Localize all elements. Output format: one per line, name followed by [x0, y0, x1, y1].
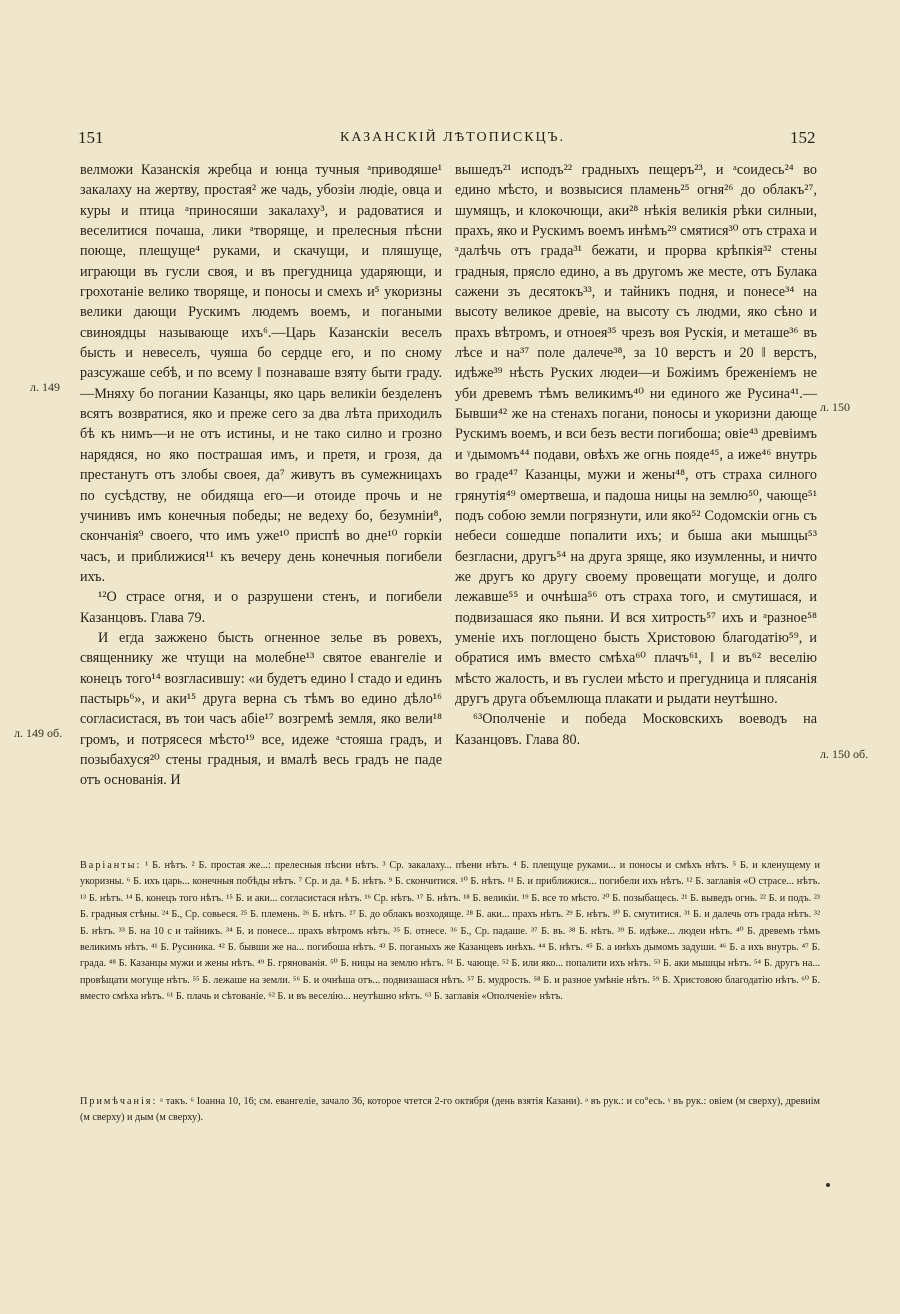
left-paragraph-1: велможи Казанскія жребца и юнца тучныя ᵃприводяше¹ закалаху на жертву, простая² же чадь, убозіи людіе, овца и куры и птица ᵃприносяши закалаху³, и радоватися и веселитися почаша, лики ᵃтворяще, и прелесныя пѣсни поюще, плещуще⁴ руками, и скачущи, и пляшуще, играющи въ гусли своя, и въ прегудница ударяющи, и грохотаніе велико творяще, и поносы и смехъ и⁵ укоризны велики дающи Рускимъ людемъ воемъ, и погаными свиноядцы называюще ихъ⁶.—Царь Казанскіи веселъ бысть и невеселъ, чуяша бо сердце его, и по сному разсужаше себѣ, и по всему ‖ познаваше взяту быти граду.—Мняху бо погании Казанцы, яко царь великіи безделенъ всятъ возвратися, яко и преже сего за два лѣта приходилъ бѣ къ нимъ—и не отъ истины, и не тако силно и грозно нарядяся, но яко пострашая имъ, и претя, и грозя, да престанутъ отъ злобы своея, да⁷ живутъ въ сумежницахъ по сусѣдству, не обидяща его—и отоиде прочь и не учинивъ имъ конечныя победы; не ведеху бо, безумніи⁸, скончанія⁹ своего, что имъ уже¹⁰ приспѣ во дне¹⁰ горкіи часъ, и приближися¹¹ къ вечеру день конечныя погибели ихъ.: [80, 162, 442, 585]
variants-text: ¹ Б. нѣтъ. ² Б. простая же...: прелесныя пѣсни нѣтъ. ³ Ср. закалаху... пѣени нѣтъ. ⁴ Б. плещуще руками... и поносы и смѣхъ нѣтъ. ⁵ Б. и кленущему и укоризны. ⁶ Б. ихъ царь... конечныя побѣды нѣтъ. ⁷ Ср. и да. ⁸ Б. нѣтъ. ⁹ Б. скончитися. ¹⁰ Б. нѣтъ. ¹¹ Б. и приближися... погибели ихъ нѣтъ. ¹² Б. заглавія «О страсе... нѣтъ. ¹³ Б. нѣтъ. ¹⁴ Б. конецъ того нѣтъ. ¹⁵ Б. и аки... согласистася нѣтъ. ¹⁶ Ср. нѣтъ. ¹⁷ Б. нѣтъ. ¹⁸ Б. великіи. ¹⁹ Б. все то мѣсто. ²⁰ Б. позыбащесь. ²¹ Б. выведъ огнь. ²² Б. и подъ. ²³ Б. градныя стѣны. ²⁴ Б., Ср. совьеся. ²⁵ Б. племень. ²⁶ Б. нѣтъ. ²⁷ Б. до облакъ возходяще. ²⁸ Б. аки... прахъ нѣтъ. ²⁹ Б. нѣтъ. ³⁰ Б. смутитися. ³¹ Б. и далечь отъ града нѣтъ. ³² Б. нѣтъ. ³³ Б. на 10 с и тайникъ. ³⁴ Б. и понесе... прахъ вѣтромъ нѣтъ. ³⁵ Б. отнесе. ³⁶ Б., Ср. падаше. ³⁷ Б. въ. ³⁸ Б. нѣтъ. ³⁹ Б. идѣже... людеи нѣтъ. ⁴⁰ Б. древемъ тѣмъ великимъ нѣтъ. ⁴¹ Б. Русиника. ⁴² Б. бывши же на... погибоша нѣтъ. ⁴³ Б. поганыхъ же Казанцевъ инѣхъ. ⁴⁴ Б. нѣтъ. ⁴⁵ Б. а инѣхъ дымомъ задуши. ⁴⁶ Б. а ихъ внутрь. ⁴⁷ Б. града. ⁴⁸ Б. Казанцы мужи и жены нѣтъ. ⁴⁹ Б. грянованія. ⁵⁰ Б. ницы на землю нѣтъ. ⁵¹ Б. чающе. ⁵² Б. или яко... попалити ихъ нѣтъ. ⁵³ Б. аки мышцы нѣтъ. ⁵⁴ Б. другъ на... провѣщати могуще нѣтъ. ⁵⁵ Б. лежаше на земли. ⁵⁶ Б. и очнѣша отъ... подвизашася нѣтъ. ⁵⁷ Б. мудрость. ⁵⁸ Б. и разное умѣніе нѣтъ. ⁵⁹ Б. Христовою благодатію нѣтъ. ⁶⁰ Б. вместо смѣха нѣтъ. ⁶¹ Б. плачь и сѣтованіе. ⁶² Б. и въ веселію... неутѣшно нѣтъ. ⁶³ Б. заглавія «Ополченіе» нѣтъ.: [80, 860, 820, 1003]
notes-text: ᵃ такъ. ⁶ Іоанна 10, 16; см. евангеліе, зачало 36, которое чтется 2-го октября (день взятія Казани). ᵃ въ рук.: и со°есь. ᵞ въ рук.: овіем (м сверху), древиім (м сверху) и дым (м сверху).: [80, 1096, 820, 1124]
notes-apparatus: [80, 1094, 820, 1127]
chapter-80-heading: ⁶³Ополченіе и победа Московскихъ воеводъ на Казанцовъ. Глава 80.: [455, 711, 817, 748]
page-number-left: 151: [78, 128, 104, 147]
notes-label: Примѣчанія:: [80, 1096, 158, 1107]
left-text-column: [80, 160, 442, 791]
right-text-column: [455, 160, 817, 750]
margin-note-l149: л. 149: [30, 380, 60, 394]
margin-note-l150ob: л. 150 об.: [820, 747, 869, 761]
margin-note-l149ob: л. 149 об.: [14, 726, 63, 740]
chapter-79-heading: ¹²О страсе огня, и о разрушени стенъ, и погибели Казанцовъ. Глава 79.: [80, 589, 442, 626]
variants-apparatus: [80, 858, 820, 1006]
page-number-right: 152: [790, 128, 816, 147]
right-paragraph-1: вышедъ²¹ исподъ²² градныхъ пещеръ²³, и ᵃсоидесь²⁴ во едино мѣсто, и возвысися пламень²⁵ огня²⁶ до облакъ²⁷, шумящъ, и клокочющи, аки²⁸ нѣкія великія рѣки силныи, прахъ, яко и Рускимъ воемъ инѣмъ²⁹ смятися³⁰ отъ страха и ᵃдалѣчь отъ града³¹ бежати, и прорва крѣпкія³² стены градныя, прясло едино, а въ другомъ же месте, отъ Булака сажени зъ десятокъ³³, и тайникъ подня, и понесе³⁴ на высоту великое древіе, на высоту съ людми, яко сѣно и прахъ вѣтромъ, и отноея³⁵ чрезъ воя Рускія, и меташе³⁶ въ лѣсе и на³⁷ поле далече³⁸, за 10 верстъ и 20 ‖ верстъ, идѣже³⁹ нѣсть Руских людеи—и Божіимъ бреженіемъ не уби древемъ тѣмъ великимъ⁴⁰ ни единого же Русина⁴¹.—Бывши⁴² же на стенахъ погани, поносы и укоризни дающе Рускимъ воемъ, и вси безъ вести погибоша; овіе⁴³ древіимъ и ᵞдымомъ⁴⁴ подави, овѣхъ же огнь пояде⁴⁵, а иже⁴⁶ внутрь во граде⁴⁷ Казанцы, мужи и жены⁴⁸, отъ страха силного грянутія⁴⁹ омертвеша, и падоша ницы на землю⁵⁰, чающе⁵¹ подъ собою земли погрязнути, или яко⁵² Содомскіи огнь съ небеси сошедше попалити ихъ; и быша аки мышцы⁵³ безгласни, другъ⁵⁴ на друга зряще, яко изумленны, и ничто же другъ ко другу своему провещати могуще, и долго лежавше⁵⁵ и очнѣша⁵⁶ отъ страха того, и смутишася, и подвизашася яко пьяни. И вся хитрость⁵⁷ ихъ и ᵃразное⁵⁸ уменіе ихъ поглощено бысть Христовою благодатію⁵⁹, и обратися имъ вместо смѣха⁶⁰ плачъ⁶¹, ‖ и въ⁶² веселію мѣсто жалость, и въ гуслеи мѣсто и прегудница и плясанія другъ друга объемлюща плакати и рыдати неутѣшно.: [455, 162, 817, 707]
variants-label: Варіанты:: [80, 860, 142, 871]
left-paragraph-2: И егда зажжено бысть огненное зелье въ ровехъ, священнику же чтущи на молебне¹³ святое евангеліе и конецъ того¹⁴ возгласившу: «и будетъ едино ‖ стадо и единъ пастырь⁶», и аки¹⁵ друга верна съ тѣмъ во едино дѣло¹⁶ согласистася, въ тои часъ абіе¹⁷ возгремѣ земля, яко вели¹⁸ громъ, и потрясеся мѣсто¹⁹ все, идеже ᵃстояша градъ, и позыбахуся²⁰ стены градныя, и вмалѣ весь градъ не паде отъ основанія. И: [80, 629, 442, 789]
ink-dot: [826, 1183, 830, 1187]
margin-note-l150: л. 150: [820, 400, 850, 414]
running-title: КАЗАНСКIЙ ЛѢТОПИСКЦЪ.: [340, 130, 566, 145]
